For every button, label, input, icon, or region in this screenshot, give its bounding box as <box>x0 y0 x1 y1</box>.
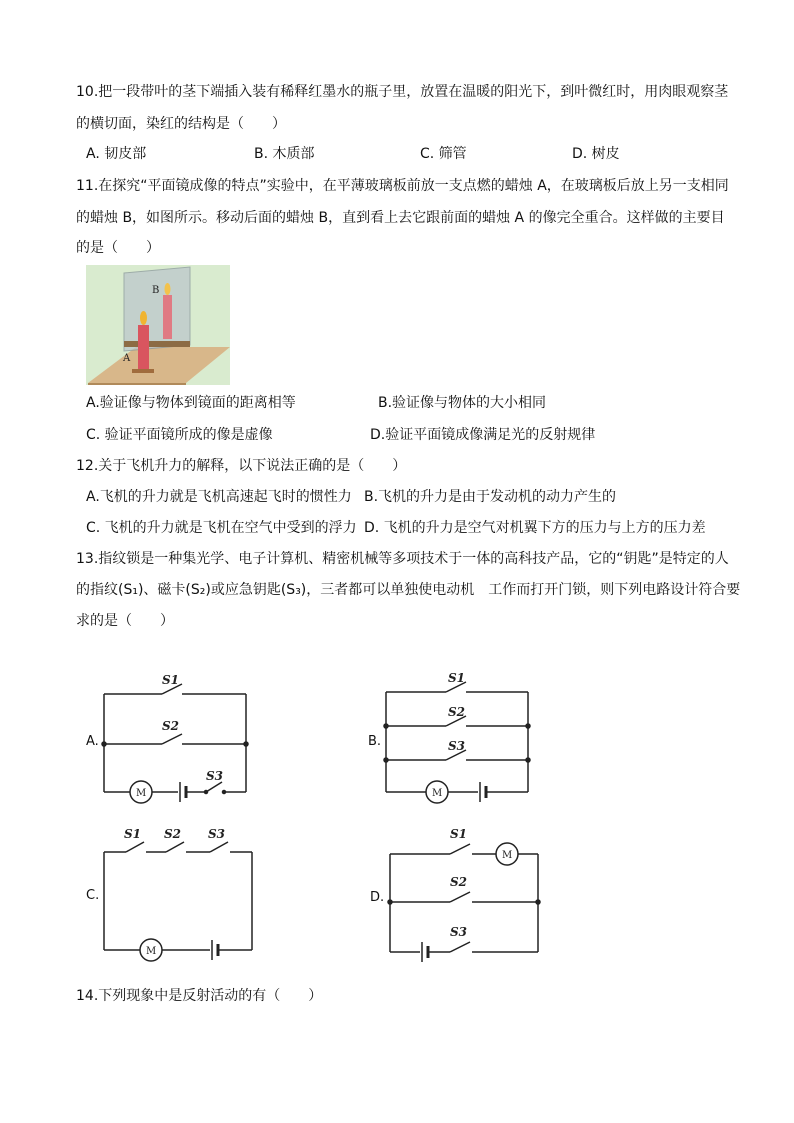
q10-option-b: B. 木质部 <box>254 146 315 162</box>
candle-a-label: A <box>123 353 131 364</box>
q12-option-c: C. 飞机的升力就是飞机在空气中受到的浮力 <box>86 520 357 536</box>
motor-c-label: M <box>146 946 157 957</box>
circuit-b-diagram <box>382 672 534 810</box>
circuit-b-s1: S1 <box>448 672 466 685</box>
circuit-b-s2: S2 <box>448 705 466 719</box>
q14-stem: 14.下列现象中是反射活动的有（ ） <box>76 988 323 1004</box>
q11-option-d: D.验证平面镜成像满足光的反射规律 <box>370 427 596 443</box>
motor-a-label: M <box>136 788 147 799</box>
circuit-b-s3: S3 <box>448 739 466 753</box>
q10-option-a: A. 韧皮部 <box>86 146 147 162</box>
circuit-c-s3: S3 <box>208 827 226 841</box>
q13-stem-line3: 求的是（ ） <box>76 613 174 629</box>
circuit-c-s1: S1 <box>124 827 142 841</box>
circuit-d-diagram <box>386 824 542 974</box>
circuit-b-label: B. <box>368 734 382 749</box>
circuit-a-s1: S1 <box>162 673 180 687</box>
motor-d-label: M <box>502 850 513 861</box>
q11-option-a: A.验证像与物体到镜面的距离相等 <box>86 395 296 411</box>
q12-option-a: A.飞机的升力就是飞机高速起飞时的惯性力 <box>86 489 352 505</box>
q10-option-c: C. 筛管 <box>420 146 467 162</box>
q10-stem-line1: 10.把一段带叶的茎下端插入装有稀释红墨水的瓶子里，放置在温暖的阳光下，到叶微红时，用肉眼观察茎 <box>76 84 729 100</box>
q10-stem-line2: 的横切面，染红的结构是（ ） <box>76 116 286 132</box>
q13-stem-line1: 13.指纹锁是一种集光学、电子计算机、精密机械等多项技术于一体的高科技产品，它的“钥匙”是特定的人 <box>76 551 729 567</box>
circuit-c-s2: S2 <box>164 827 182 841</box>
circuit-d-s3: S3 <box>450 925 468 939</box>
q12-stem: 12.关于飞机升力的解释，以下说法正确的是（ ） <box>76 458 407 474</box>
q11-stem-line2: 的蜡烛 B，如图所示。移动后面的蜡烛 B，直到看上去它跟前面的蜡烛 A 的像完全重合。这样做的主要目 <box>76 210 725 226</box>
q11-stem-line3: 的是（ ） <box>76 240 160 256</box>
circuit-d-label: D. <box>370 890 385 905</box>
circuit-a-s2: S2 <box>162 719 180 733</box>
circuit-c-diagram <box>100 824 256 974</box>
circuit-d-s1: S1 <box>450 827 468 841</box>
circuit-d-s2: S2 <box>450 875 468 889</box>
circuit-a-diagram <box>100 670 252 810</box>
mirror-experiment-figure <box>86 265 230 385</box>
motor-b-label: M <box>432 788 443 799</box>
q11-option-c: C. 验证平面镜所成的像是虚像 <box>86 427 273 443</box>
q10-option-d: D. 树皮 <box>572 146 620 162</box>
q12-option-b: B.飞机的升力是由于发动机的动力产生的 <box>364 489 617 505</box>
circuit-a-label: A. <box>86 734 99 749</box>
q12-option-d: D. 飞机的升力是空气对机翼下方的压力与上方的压力差 <box>364 520 706 536</box>
q11-option-b: B.验证像与物体的大小相同 <box>378 395 547 411</box>
q13-stem-line2: 的指纹(S₁)、磁卡(S₂)或应急钥匙(S₃)，三者都可以单独使电动机 工作而打开门锁，则下列电路设计符合要 <box>76 582 741 598</box>
q11-stem-line1: 11.在探究“平面镜成像的特点”实验中，在平薄玻璃板前放一支点燃的蜡烛 A，在玻璃板后放上另一支相同 <box>76 178 729 194</box>
circuit-c-label: C. <box>86 888 100 903</box>
circuit-a-s3: S3 <box>206 769 224 783</box>
candle-b-label: B <box>152 285 160 296</box>
